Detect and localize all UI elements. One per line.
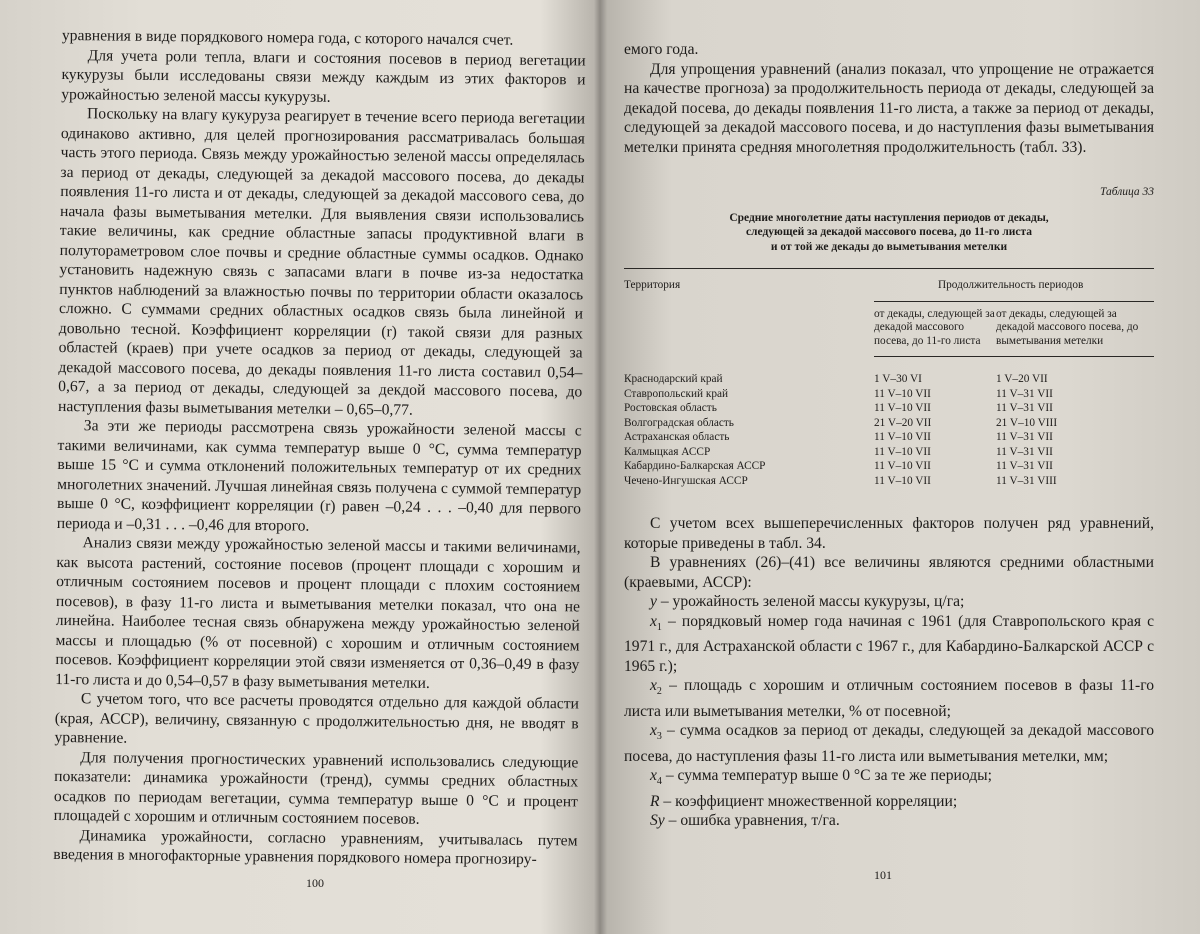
variable-subscript: 3 (656, 731, 662, 743)
cell-period-1: 11 V–10 VII (874, 474, 931, 487)
cell-period-1: 1 V–30 VI (874, 373, 922, 385)
cell-territory: Калмыцкая АССР (624, 445, 711, 458)
cell-period-1: 21 V–20 VII (874, 416, 932, 429)
variable-symbol: x (650, 767, 657, 785)
cell-territory: Кабардино-Балкарская АССР (624, 460, 766, 472)
cell-territory: Чечено-Ингушская АССР (624, 474, 748, 487)
cell-period-1: 11 V–10 VII (874, 402, 931, 414)
paragraph: Для получения прогностических уравнений использовались следующие показатели: динамика урожайности (тренд), суммы средних областных осадков по периодам вегетации, сумма температур выше 0 °С и процент площадей с хорошим и отличным состоянием посевов. (53, 748, 579, 828)
variable-symbol: Sy (650, 812, 665, 830)
cell-period-2: 11 V–31 VII (996, 402, 1053, 414)
cell-territory: Краснодарский край (624, 372, 723, 385)
variable-definition (624, 592, 1154, 612)
table-title-line: Средние многолетние даты наступления периодов от декады, (729, 211, 1049, 224)
variable-description: – площадь с хорошим и отличным состоянием посевов в фазы 11-го листа или выметывания метелки, % от посевной; (624, 677, 1154, 720)
variable-symbol: R (650, 792, 660, 810)
table-title-line: следующей за декадой массового посева, до 11-го листа (745, 226, 1033, 238)
table-row (624, 430, 1154, 445)
table-row (624, 357, 1154, 387)
paragraph: С учетом того, что все расчеты проводятся отдельно для каждой области (края, АССР), величину, связанную с продолжительностью дня, не вводят в уравнение. (54, 690, 580, 747)
variable-description: – урожайность зеленой массы кукурузы, ц/га; (656, 593, 965, 610)
variable-description: – сумма температур выше 0 °С за те же периоды; (661, 767, 992, 785)
right-page-text (624, 40, 1154, 831)
table-row (624, 459, 1154, 474)
paragraph: С учетом всех вышеперечисленных факторов получен ряд уравнений, которые приведены в табл. 34. (624, 515, 1154, 552)
paragraph: За эти же периоды рассмотрена связь урожайности зеленой массы с такими величинами, как сумма температур выше 0 °С, сумма температур выше 15 °С и сумма отклонений положительных температур от их средних многолетних значений. Лучшая линейная связь получена с суммой температур выше 0 °С, коэффициент корреляции (r) равен –0,24 . . . –0,40 для первого периода и –0,31 . . . –0,46 для второго. (56, 417, 582, 535)
variable-symbol: x (650, 612, 657, 630)
table-row (624, 387, 1154, 402)
cell-territory: Астраханская область (624, 431, 730, 443)
cell-period-2: 11 V–31 VII (996, 460, 1053, 472)
variable-subscript: 4 (656, 776, 662, 788)
cell-period-2: 21 V–10 VIII (996, 416, 1058, 429)
table-row (624, 401, 1154, 416)
paragraph: Для упрощения уравнений (анализ показал, что упрощение не отражается на качестве прогноза) за продолжительность периода от декады, следующей за декадой посева, до декады появления 11-го листа, а также за период от декады, следующей за декадой массового посева, и до наступления фазы выметывания метелки принята средняя многолетняя продолжительность (табл. 33). (624, 60, 1154, 156)
variable-symbol: x (650, 722, 657, 740)
variable-definition (624, 721, 1154, 766)
cell-period-2: 11 V–31 VII (996, 431, 1053, 443)
paragraph: уравнения в виде порядкового номера года, с которого начался счет. (61, 26, 514, 49)
left-page-text (53, 26, 586, 870)
variable-definition (624, 766, 1154, 792)
cell-period-1: 11 V–10 VII (874, 387, 931, 400)
cell-territory: Ростовская область (624, 402, 717, 414)
table-row (624, 416, 1154, 431)
variable-description: – сумма осадков за период от декады, следующей за декадой массового посева, до наступления фазы 11-го листа или выметывания метелки, мм; (624, 722, 1154, 765)
cell-period-1: 11 V–10 VII (874, 460, 931, 472)
table-title (624, 211, 1154, 255)
cell-period-2: 1 V–20 VII (996, 373, 1048, 385)
cell-period-2: 11 V–31 VIII (996, 474, 1057, 487)
cell-period-1: 11 V–10 VII (874, 431, 931, 443)
col-header-period-1: от декады, следующей за декадой массового посева, до 11-го листа (874, 301, 996, 357)
variable-subscript: 2 (656, 686, 662, 698)
table-body (624, 357, 1154, 489)
variable-list (624, 592, 1154, 831)
cell-period-2: 11 V–31 VII (996, 445, 1053, 458)
variable-definition (624, 811, 1154, 831)
col-header-territory: Территория (624, 279, 681, 291)
dates-table (624, 268, 1154, 488)
table-header-row (624, 269, 1154, 302)
page-number: 100 (306, 876, 324, 890)
col-header-period-2: от декады, следующей за декадой массового посева, до выметывания метелки (996, 301, 1154, 357)
table-title-line: и от той же декады до выметывания метелки (770, 240, 1008, 253)
col-header-group: Продолжительность периодов (938, 279, 1084, 291)
variable-subscript: 1 (656, 621, 662, 633)
paragraph: В уравнениях (26)–(41) все величины являются средними областными (краевыми, АССР): (624, 554, 1154, 591)
variable-definition (624, 676, 1154, 721)
variable-definition (624, 792, 1154, 812)
paragraph: Анализ связи между урожайностью зеленой массы и такими величинами, как высота растений, состояние посевов (процент площади с хорошим и отличным состоянием посевов и процент площади с плохим состоянием посевов), в фазу 11-го листа и выметывания метелки показал, что она не линейна. Наиболее тесная связь обнаружена между урожайностью зеленой массы и площадью (% от посевной) с хорошим и отличным состоянием посевов. Коэффициент корреляции этой связи изменяется от 0,36–0,49 в фазу 11-го листа и до 0,54–0,57 в фазу выметывания метелки. (55, 534, 581, 692)
table-row (624, 445, 1154, 460)
cell-period-2: 11 V–31 VII (996, 387, 1053, 400)
variable-description: – порядковый номер года начиная с 1961 (для Ставропольского края с 1971 г., для Астраханской области с 1967 г., для Кабардино-Балкарской АССР с 1965 г.); (624, 612, 1154, 675)
paragraph: Поскольку на влагу кукуруза реагирует в течение всего периода вегетации одинаково активно, для целей прогнозирования рассматривалась большая часть этого периода. Связь между урожайностью зеленой массы определялась за период от декады, следующей за декадой массового посева, до декады появления 11-го листа и от декады, следующей за декадой массового сева, до начала фазы выметывания метелки. Для выявления связи использовались такие величины, как средние областные запасы продуктивной влаги в полутораметровом слое почвы и средние областные суммы осадков. Однако установить надежную связь с запасами влаги в почве из-за недостатка пунктов наблюдений за влажностью почвы по территории области оказалось сложно. С суммами средних областных осадков связь была линейной и довольно тесной. Коэффициент корреляции (r) такой связи для разных областей (краев) при учете осадков за период от декады, следующей за декадой массового посева, до декады появления 11-го листа составил 0,54–0,67, а за период от декады, следующей за декдой массового посева, до наступления фазы выметывания метелки – 0,65–0,77. (57, 105, 586, 419)
table-row (624, 474, 1154, 489)
cell-period-1: 11 V–10 VII (874, 445, 931, 458)
variable-symbol: y (650, 593, 657, 610)
table-caption: Таблица 33 (1099, 186, 1154, 198)
page-number: 101 (874, 868, 892, 882)
variable-description: – коэффициент множественной корреляции; (659, 792, 958, 810)
right-page (600, 0, 1200, 934)
cell-territory: Волгоградская область (624, 416, 734, 429)
cell-territory: Ставропольский край (624, 387, 729, 400)
variable-symbol: x (650, 677, 657, 695)
paragraph: Динамика урожайности, согласно уравнениям, учитывалась путем введения в многофакторные уравнения порядкового номера прогнозиру- (53, 826, 578, 869)
variable-description: – ошибка уравнения, т/га. (664, 812, 840, 830)
variable-definition (624, 612, 1154, 677)
paragraph: емого года. (624, 41, 699, 58)
paragraph: Для учета роли тепла, влаги и состояния посевов в период вегетации кукурузы были исследованы связи между каждым из этих факторов и урожайностью зеленой массы кукурузы. (61, 46, 586, 106)
